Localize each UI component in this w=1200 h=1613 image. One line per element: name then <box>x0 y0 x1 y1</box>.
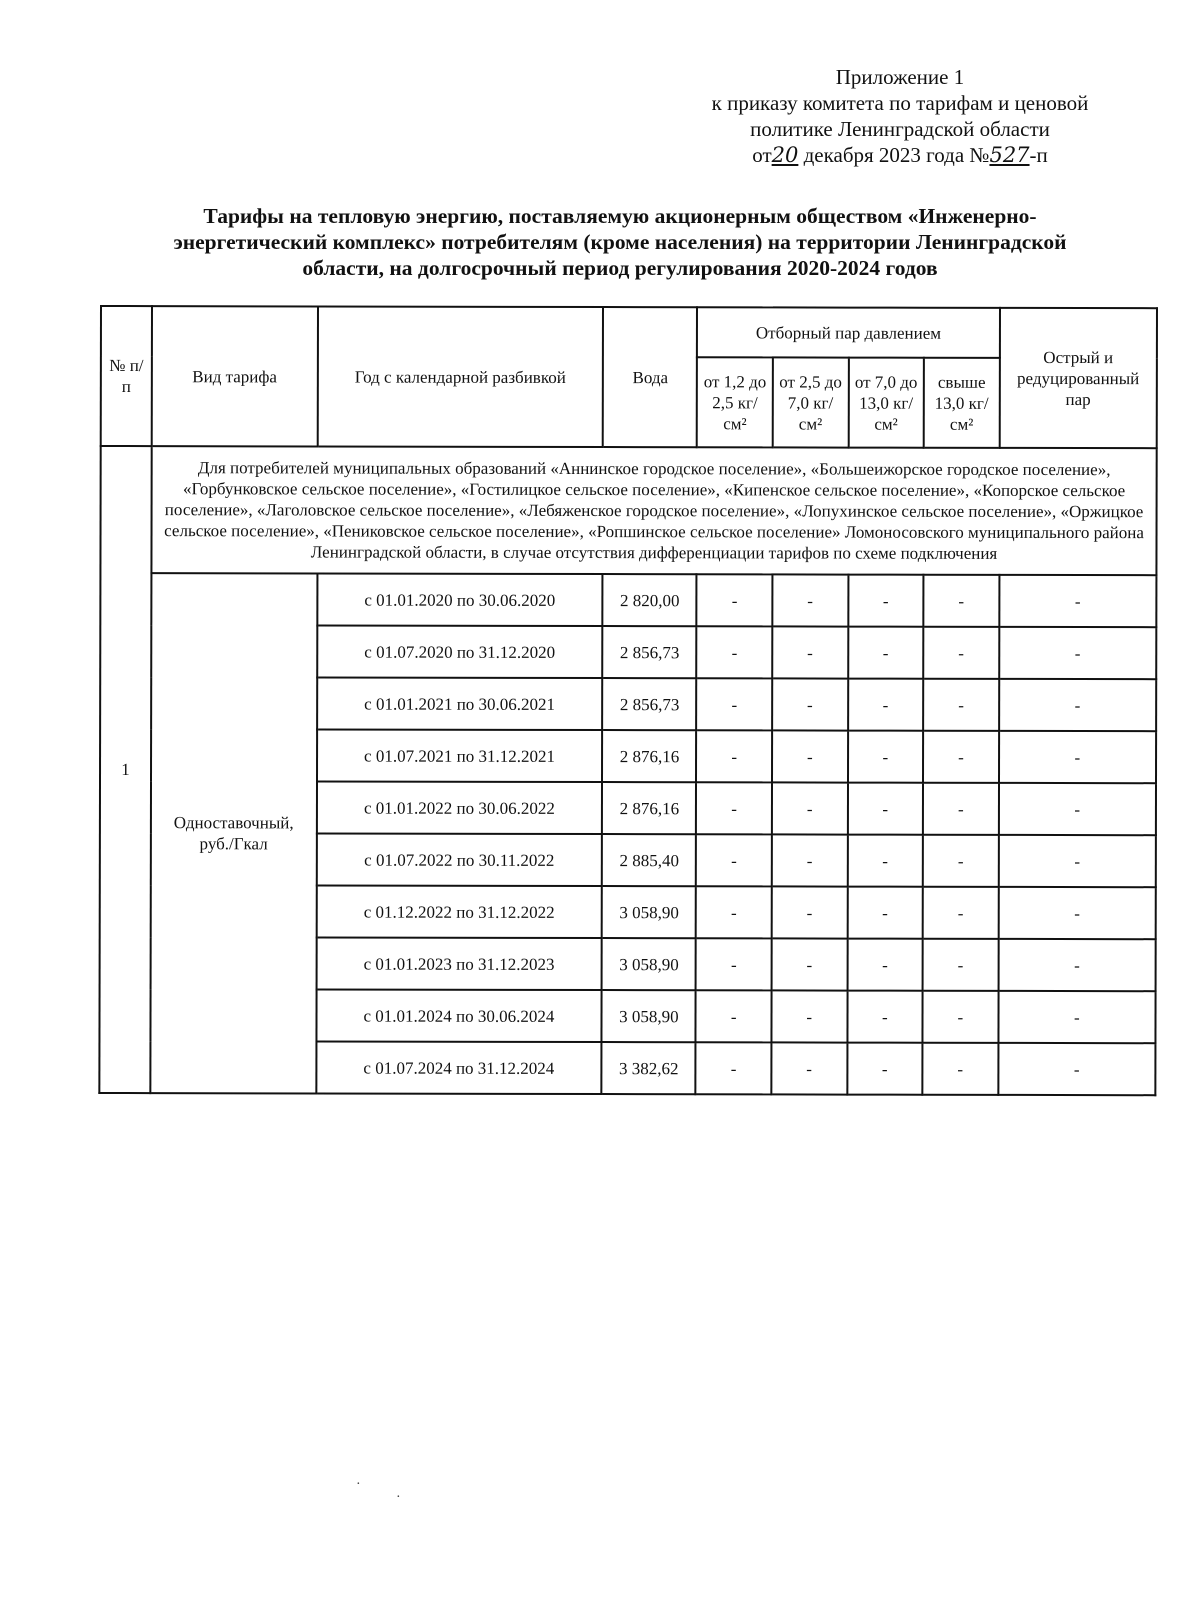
steam-1-cell: - <box>696 782 772 834</box>
title-line-2: энергетический комплекс» потребителям (кроме населения) на территории Ленинградской <box>173 230 1067 254</box>
steam-3-cell: - <box>848 575 924 627</box>
steam-2-cell: - <box>771 1042 847 1094</box>
steam-4-cell: - <box>922 1043 998 1095</box>
sharp-steam-cell: - <box>998 835 1155 887</box>
steam-4-cell: - <box>923 679 999 731</box>
steam-4-cell: - <box>923 991 999 1043</box>
steam-1-cell: - <box>696 990 772 1042</box>
appendix-title: Приложение 1 <box>835 65 965 89</box>
period-cell: с 01.01.2021 по 30.06.2021 <box>317 677 603 730</box>
steam-4-cell: - <box>923 731 999 783</box>
tariff-kind: Одноставочный, руб./Гкал <box>150 573 317 1093</box>
steam-4-cell: - <box>923 939 999 991</box>
period-cell: с 01.07.2022 по 30.11.2022 <box>316 833 602 886</box>
header-water: Вода <box>603 307 697 447</box>
period-cell: с 01.07.2021 по 31.12.2021 <box>317 729 603 782</box>
steam-1-cell: - <box>697 574 773 626</box>
scan-speck: · <box>356 1477 361 1492</box>
steam-2-cell: - <box>772 678 848 730</box>
date-prefix: от <box>752 143 772 167</box>
sharp-steam-cell: - <box>998 887 1155 939</box>
steam-2-cell: - <box>772 730 848 782</box>
date-middle: декабря 2023 года № <box>798 143 990 167</box>
appendix-header <box>640 64 1160 168</box>
water-tariff-cell: 2 856,73 <box>603 678 697 730</box>
period-cell: с 01.01.2022 по 30.06.2022 <box>316 781 602 834</box>
period-cell: с 01.01.2023 по 31.12.2023 <box>316 937 602 990</box>
header-steam-group: Отборный пар давлением <box>697 307 999 358</box>
steam-4-cell: - <box>923 627 999 679</box>
water-tariff-cell: 3 058,90 <box>602 938 696 990</box>
water-tariff-cell: 2 885,40 <box>602 834 696 886</box>
number-suffix: -п <box>1029 143 1048 167</box>
steam-2-cell: - <box>772 574 848 626</box>
steam-1-cell: - <box>696 886 772 938</box>
header-sharp-steam: Острый и редуцированный пар <box>999 308 1157 448</box>
steam-2-cell: - <box>772 782 848 834</box>
water-tariff-cell: 2 820,00 <box>603 574 697 626</box>
steam-3-cell: - <box>847 887 923 939</box>
period-cell: с 01.01.2024 по 30.06.2024 <box>316 989 602 1042</box>
period-cell: с 01.01.2020 по 30.06.2020 <box>317 573 603 626</box>
steam-1-cell: - <box>696 938 772 990</box>
handwritten-day: 20 <box>771 143 799 167</box>
appendix-date-line <box>640 142 1160 168</box>
sharp-steam-cell: - <box>999 627 1156 679</box>
handwritten-order-number: 527 <box>989 143 1030 167</box>
steam-3-cell: - <box>848 627 924 679</box>
steam-3-cell: - <box>848 679 924 731</box>
header-num: № п/п <box>101 306 152 446</box>
steam-3-cell: - <box>848 731 924 783</box>
table-row <box>100 573 1156 627</box>
steam-2-cell: - <box>772 886 848 938</box>
appendix-order-line: к приказу комитета по тарифам и ценовой <box>711 91 1089 115</box>
document-title <box>100 203 1140 281</box>
water-tariff-cell: 2 876,16 <box>602 730 696 782</box>
group-description: Для потребителей муниципальных образований «Аннинское городское поселение», «Большеижорское городское поселение», «Горбунковское сельское поселение», «Гостилицкое сельское поселение», «Кипенское сельское поселение», «Копорское сельское поселение», «Лаголовское сельское поселение», «Лебяженское городское поселение», «Лопухинское сельское поселение», «Оржицкое сельское поселение», «Пениковское сельское поселение», «Ропшинское сельское поселение» Ломоносовского муниципального района Ленинградской области, в случае отсутствия дифференциации тарифов по схеме подключения <box>152 446 1157 575</box>
header-tariff-type: Вид тарифа <box>152 306 318 446</box>
sharp-steam-cell: - <box>998 1043 1155 1095</box>
steam-3-cell: - <box>847 991 923 1043</box>
steam-3-cell: - <box>847 939 923 991</box>
water-tariff-cell: 3 058,90 <box>602 886 696 938</box>
header-period: Год с календарной разбивкой <box>317 306 603 447</box>
water-tariff-cell: 2 856,73 <box>603 626 697 678</box>
title-line-3: области, на долгосрочный период регулирования 2020-2024 годов <box>302 256 938 280</box>
header-steam-1: от 1,2 до 2,5 кг/см² <box>697 357 773 447</box>
header-steam-4: свыше 13,0 кг/см² <box>924 358 1000 448</box>
steam-3-cell: - <box>847 1043 923 1095</box>
steam-2-cell: - <box>771 990 847 1042</box>
sharp-steam-cell: - <box>999 731 1156 783</box>
water-tariff-cell: 3 382,62 <box>602 1042 696 1094</box>
steam-1-cell: - <box>697 678 773 730</box>
water-tariff-cell: 2 876,16 <box>602 782 696 834</box>
sharp-steam-cell: - <box>999 783 1156 835</box>
sharp-steam-cell: - <box>998 939 1155 991</box>
steam-1-cell: - <box>696 834 772 886</box>
header-steam-3: от 7,0 до 13,0 кг/см² <box>848 358 924 448</box>
steam-2-cell: - <box>772 626 848 678</box>
steam-4-cell: - <box>923 887 999 939</box>
scan-speck: · <box>396 1490 401 1505</box>
appendix-committee-line: политике Ленинградской области <box>750 117 1050 141</box>
steam-4-cell: - <box>923 575 999 627</box>
sharp-steam-cell: - <box>999 575 1156 627</box>
steam-4-cell: - <box>923 835 999 887</box>
sharp-steam-cell: - <box>999 679 1156 731</box>
steam-1-cell: - <box>697 626 773 678</box>
water-tariff-cell: 3 058,90 <box>602 990 696 1042</box>
tariff-table <box>98 305 1158 1096</box>
steam-1-cell: - <box>696 1042 772 1094</box>
steam-3-cell: - <box>847 835 923 887</box>
steam-2-cell: - <box>772 834 848 886</box>
period-cell: с 01.07.2020 по 31.12.2020 <box>317 625 603 678</box>
sharp-steam-cell: - <box>998 991 1155 1043</box>
steam-2-cell: - <box>772 938 848 990</box>
period-cell: с 01.12.2022 по 31.12.2022 <box>316 885 602 938</box>
steam-1-cell: - <box>696 730 772 782</box>
group-number: 1 <box>99 446 151 1093</box>
steam-3-cell: - <box>847 783 923 835</box>
header-steam-2: от 2,5 до 7,0 кг/см² <box>773 357 849 447</box>
title-line-1: Тарифы на тепловую энергию, поставляемую акционерным обществом «Инженерно- <box>203 204 1037 228</box>
steam-4-cell: - <box>923 783 999 835</box>
period-cell: с 01.07.2024 по 31.12.2024 <box>316 1041 602 1094</box>
